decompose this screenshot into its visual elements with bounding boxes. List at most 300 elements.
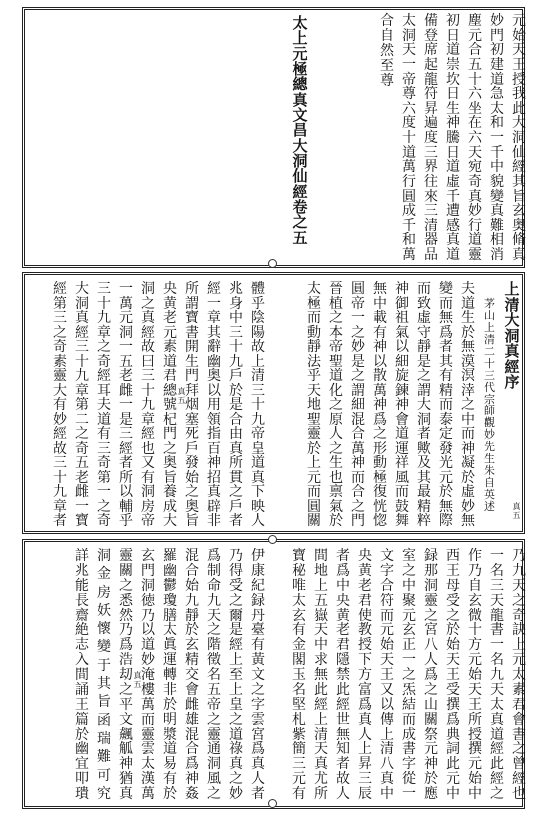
glyph: 姦 bbox=[185, 786, 199, 802]
glyph: 九 bbox=[185, 592, 199, 609]
glyph: 之 bbox=[402, 562, 416, 579]
text-column bbox=[393, 282, 411, 528]
glyph: 絶 bbox=[75, 622, 89, 639]
glyph: 而 bbox=[461, 426, 475, 442]
glyph: 明 bbox=[163, 711, 177, 728]
glyph: 山 bbox=[424, 696, 438, 713]
glyph: 妙 bbox=[141, 652, 155, 669]
glyph: 故 bbox=[336, 771, 350, 788]
text-column bbox=[459, 282, 477, 528]
glyph: 第 bbox=[53, 295, 67, 312]
glyph: 道 bbox=[163, 353, 177, 370]
glyph: 十 bbox=[402, 130, 416, 146]
glyph: 爲 bbox=[207, 548, 221, 564]
glyph: 雌 bbox=[75, 484, 89, 500]
glyph: 元 bbox=[292, 771, 306, 788]
glyph: 九 bbox=[229, 353, 243, 370]
glyph: 瓊 bbox=[163, 592, 177, 609]
glyph: 仙 bbox=[512, 144, 526, 161]
glyph: 道 bbox=[251, 455, 265, 471]
glyph: 成 bbox=[402, 203, 416, 220]
glyph: 字 bbox=[380, 562, 394, 579]
glyph: 旨 bbox=[97, 694, 111, 711]
glyph: 有 bbox=[97, 426, 111, 442]
glyph: 也 bbox=[512, 786, 526, 802]
glyph: 代 bbox=[484, 380, 495, 394]
glyph: 真 bbox=[75, 310, 89, 326]
glyph: 細 bbox=[351, 397, 365, 413]
glyph: 乃 bbox=[468, 562, 482, 579]
glyph: 靈 bbox=[424, 592, 438, 609]
glyph: 平 bbox=[119, 696, 133, 713]
glyph: 中 bbox=[229, 310, 243, 326]
glyph: 極 bbox=[307, 295, 321, 312]
glyph: 素 bbox=[163, 339, 177, 355]
glyph: 至 bbox=[380, 58, 394, 74]
glyph: 經 bbox=[229, 637, 243, 654]
glyph: 道 bbox=[446, 159, 460, 176]
glyph: 之 bbox=[424, 607, 438, 624]
glyph: 章 bbox=[97, 324, 111, 341]
glyph: 三 bbox=[119, 426, 133, 442]
glyph: 老 bbox=[163, 310, 177, 326]
text-column bbox=[227, 282, 245, 528]
glyph: 所 bbox=[468, 711, 482, 728]
glyph: 奇 bbox=[97, 455, 111, 471]
glyph: 凝 bbox=[461, 455, 475, 471]
glyph: 元 bbox=[424, 741, 438, 758]
glyph: 度 bbox=[424, 130, 438, 146]
glyph: 洞 bbox=[141, 281, 155, 297]
glyph: 虛 bbox=[446, 173, 460, 190]
glyph: 合 bbox=[185, 562, 199, 579]
glyph: 洞 bbox=[119, 324, 133, 341]
glyph: 所 bbox=[119, 469, 133, 486]
fold-circle-top bbox=[268, 259, 277, 268]
glyph: 人 bbox=[358, 726, 372, 743]
glyph: 無 bbox=[314, 667, 328, 683]
glyph: 難 bbox=[97, 749, 111, 766]
glyph: 名 bbox=[490, 652, 504, 669]
glyph: 靈 bbox=[53, 368, 67, 384]
glyph: 復 bbox=[373, 484, 387, 500]
glyph: 五 bbox=[75, 455, 89, 471]
glyph: 祖 bbox=[395, 310, 409, 326]
glyph: 龍 bbox=[490, 607, 504, 624]
glyph: 九 bbox=[75, 368, 89, 384]
glyph: 精 bbox=[185, 652, 199, 669]
glyph: 鼓 bbox=[395, 498, 409, 515]
glyph: 長 bbox=[75, 592, 89, 609]
glyph: 成 bbox=[163, 498, 177, 515]
glyph: 往 bbox=[424, 173, 438, 190]
glyph: 先 bbox=[484, 440, 495, 454]
glyph: 文 bbox=[380, 548, 394, 564]
glyph: 那 bbox=[424, 562, 438, 579]
glyph: 極 bbox=[292, 60, 308, 79]
glyph: 洞 bbox=[97, 548, 111, 564]
glyph: 洞 bbox=[292, 152, 308, 171]
glyph: 人 bbox=[251, 513, 265, 529]
glyph: 經 bbox=[336, 696, 350, 713]
glyph: 行 bbox=[402, 173, 416, 190]
glyph: 靈 bbox=[307, 426, 321, 442]
glyph: 細 bbox=[395, 353, 409, 370]
glyph: 變 bbox=[490, 188, 504, 205]
glyph: 之 bbox=[207, 786, 221, 802]
glyph: 詞 bbox=[446, 741, 460, 758]
glyph: 朱 bbox=[484, 464, 495, 478]
glyph: 歟 bbox=[417, 440, 431, 457]
glyph: 中 bbox=[402, 577, 416, 594]
glyph: 素 bbox=[512, 681, 526, 698]
glyph: 中 bbox=[446, 786, 460, 802]
glyph: 中 bbox=[336, 577, 350, 594]
text-column bbox=[510, 14, 528, 262]
glyph: 精 bbox=[439, 382, 453, 399]
glyph: 漠 bbox=[461, 353, 475, 370]
glyph: 氣 bbox=[329, 498, 343, 515]
glyph: 世 bbox=[336, 711, 350, 728]
text-column bbox=[249, 549, 267, 801]
glyph: 雲 bbox=[251, 711, 265, 728]
glyph: 天 bbox=[446, 652, 460, 669]
glyph: 戶 bbox=[229, 368, 243, 384]
glyph: 坎 bbox=[446, 71, 460, 88]
glyph: 之 bbox=[512, 741, 526, 758]
glyph: 本 bbox=[329, 324, 343, 341]
glyph: 王 bbox=[468, 696, 482, 713]
glyph: 玉 bbox=[292, 667, 306, 683]
glyph: 上 bbox=[314, 577, 328, 594]
glyph: 於 bbox=[163, 786, 177, 802]
glyph: 一 bbox=[119, 339, 133, 355]
glyph: 尤 bbox=[314, 771, 328, 788]
text-column bbox=[183, 549, 201, 801]
glyph: 萬 bbox=[402, 159, 416, 176]
text-column bbox=[305, 282, 323, 528]
glyph: 化 bbox=[329, 382, 343, 399]
glyph: 合 bbox=[380, 577, 394, 594]
glyph: 中 bbox=[380, 786, 394, 802]
glyph: 五 bbox=[207, 681, 221, 698]
glyph: 之 bbox=[229, 771, 243, 788]
glyph: 爲 bbox=[119, 637, 133, 654]
glyph: 上 bbox=[504, 280, 520, 298]
text-column bbox=[488, 14, 506, 262]
glyph: 乎 bbox=[251, 295, 265, 312]
glyph: 乃 bbox=[229, 548, 243, 564]
glyph: 陽 bbox=[251, 324, 265, 341]
glyph: 之 bbox=[207, 622, 221, 639]
glyph: 央 bbox=[163, 281, 177, 297]
glyph: 坐 bbox=[468, 100, 482, 117]
glyph: 黄 bbox=[336, 607, 350, 624]
glyph: 乃 bbox=[512, 548, 526, 564]
text-column bbox=[444, 549, 462, 801]
glyph: 混 bbox=[351, 411, 365, 428]
glyph: 是 bbox=[417, 353, 431, 370]
glyph: 妙 bbox=[461, 498, 475, 515]
glyph: 黃 bbox=[251, 652, 265, 669]
glyph: 曾 bbox=[512, 756, 526, 773]
glyph: 三 bbox=[490, 577, 504, 594]
glyph: 篇 bbox=[75, 711, 89, 728]
glyph: 二 bbox=[75, 411, 89, 428]
glyph: 門 bbox=[351, 513, 365, 529]
glyph: 關 bbox=[307, 513, 321, 529]
glyph: 道 bbox=[395, 426, 409, 442]
glyph: 自 bbox=[484, 476, 495, 490]
glyph: 十 bbox=[75, 353, 89, 370]
glyph: 一 bbox=[490, 548, 504, 564]
glyph: 授 bbox=[358, 637, 372, 654]
glyph: 奥 bbox=[185, 498, 199, 515]
glyph: 天 bbox=[307, 382, 321, 399]
glyph: 奇 bbox=[512, 607, 526, 624]
glyph: 書 bbox=[490, 622, 504, 639]
glyph: 五 bbox=[119, 353, 133, 370]
glyph: 觚 bbox=[119, 741, 133, 758]
text-column bbox=[51, 282, 69, 528]
glyph: 八 bbox=[380, 756, 394, 773]
glyph: 相 bbox=[490, 232, 504, 249]
glyph: 關 bbox=[119, 562, 133, 579]
glyph: 之 bbox=[512, 592, 526, 609]
text-column bbox=[290, 549, 308, 801]
glyph: 合 bbox=[351, 426, 365, 442]
glyph: 王 bbox=[380, 667, 394, 683]
glyph: 粹 bbox=[417, 513, 431, 529]
glyph: 六 bbox=[402, 100, 416, 117]
text-column bbox=[510, 549, 528, 801]
glyph: 悉 bbox=[119, 592, 133, 609]
text-column bbox=[444, 14, 462, 262]
glyph: 書 bbox=[512, 726, 526, 743]
glyph: 圓 bbox=[351, 281, 365, 297]
glyph: 涬 bbox=[461, 382, 475, 399]
glyph: 經 bbox=[490, 771, 504, 788]
glyph: 之 bbox=[97, 498, 111, 515]
glyph: 然 bbox=[119, 607, 133, 624]
glyph: 自 bbox=[468, 577, 482, 594]
glyph: 建 bbox=[490, 56, 504, 73]
glyph: 其 bbox=[97, 676, 111, 693]
glyph: 辟 bbox=[207, 498, 221, 515]
glyph: 身 bbox=[229, 295, 243, 312]
glyph: 元 bbox=[468, 27, 482, 44]
glyph: 三 bbox=[53, 310, 67, 326]
glyph: 運 bbox=[163, 652, 177, 669]
glyph: 命 bbox=[207, 577, 221, 594]
glyph: 道 bbox=[402, 144, 416, 161]
glyph: 帝 bbox=[251, 426, 265, 442]
glyph: 真 bbox=[177, 387, 186, 396]
glyph: 清 bbox=[484, 332, 495, 346]
text-column bbox=[422, 549, 440, 801]
glyph: 百 bbox=[207, 440, 221, 457]
glyph: 而 bbox=[307, 310, 321, 326]
glyph: 至 bbox=[229, 667, 243, 683]
glyph: 我 bbox=[512, 86, 526, 103]
glyph: 難 bbox=[490, 217, 504, 234]
glyph: 上 bbox=[314, 711, 328, 728]
glyph: 玄 bbox=[141, 548, 155, 564]
glyph: 致 bbox=[417, 295, 431, 312]
glyph: 急 bbox=[490, 86, 504, 103]
glyph: 真 bbox=[251, 756, 265, 773]
glyph: 妙 bbox=[53, 411, 67, 428]
glyph: 始 bbox=[446, 637, 460, 654]
glyph: 英 bbox=[484, 488, 495, 501]
glyph: 真 bbox=[229, 440, 243, 457]
glyph: 詳 bbox=[75, 548, 89, 564]
glyph: 上 bbox=[358, 741, 372, 758]
glyph: 大 bbox=[292, 136, 308, 155]
glyph: 一 bbox=[490, 637, 504, 654]
glyph: 清 bbox=[380, 741, 394, 758]
preface-title bbox=[503, 282, 521, 390]
glyph: 三 bbox=[53, 455, 67, 471]
author-line bbox=[483, 298, 496, 512]
glyph: 靜 bbox=[417, 339, 431, 355]
glyph: 字 bbox=[402, 756, 416, 773]
glyph: 淹 bbox=[141, 667, 155, 683]
glyph: 一 bbox=[351, 310, 365, 326]
glyph: 九 bbox=[207, 592, 221, 609]
glyph: 昌 bbox=[292, 121, 308, 140]
glyph: 號 bbox=[163, 397, 177, 413]
glyph: 真 bbox=[292, 90, 308, 109]
glyph: 也 bbox=[329, 469, 343, 486]
glyph: 文 bbox=[251, 667, 265, 683]
glyph: 起 bbox=[424, 56, 438, 73]
glyph: 第 bbox=[97, 469, 111, 486]
glyph: 於 bbox=[424, 771, 438, 788]
glyph: 合 bbox=[351, 484, 365, 500]
glyph: 房 bbox=[141, 498, 155, 515]
glyph: 秘 bbox=[292, 562, 306, 579]
glyph: 九 bbox=[512, 562, 526, 579]
glyph: 始 bbox=[512, 27, 526, 44]
glyph: 陰 bbox=[251, 310, 265, 326]
glyph: 九 bbox=[141, 397, 155, 413]
glyph: 微 bbox=[468, 607, 482, 624]
glyph: 之 bbox=[446, 607, 460, 624]
glyph: 一 bbox=[75, 498, 89, 515]
glyph: 養 bbox=[163, 484, 177, 500]
glyph: 求 bbox=[314, 652, 328, 669]
glyph: 生 bbox=[461, 310, 475, 326]
glyph: 和 bbox=[402, 232, 416, 249]
glyph: 聖 bbox=[307, 411, 321, 428]
glyph: 於 bbox=[439, 484, 453, 500]
glyph: 道 bbox=[461, 295, 475, 312]
glyph: 中 bbox=[490, 159, 504, 176]
glyph: 經 bbox=[292, 182, 308, 201]
glyph: 地 bbox=[307, 397, 321, 413]
glyph: 謂 bbox=[185, 295, 199, 312]
glyph: 得 bbox=[229, 562, 243, 579]
glyph: 千 bbox=[490, 144, 504, 161]
glyph: 植 bbox=[329, 295, 343, 312]
glyph: 帝 bbox=[402, 71, 416, 88]
glyph: 之 bbox=[329, 397, 343, 413]
glyph: 乃 bbox=[141, 607, 155, 624]
glyph: 自 bbox=[380, 28, 394, 44]
glyph: 兆 bbox=[75, 562, 89, 579]
glyph: 法 bbox=[307, 353, 321, 370]
glyph: 有 bbox=[373, 324, 387, 341]
glyph: 日 bbox=[446, 86, 460, 103]
glyph: 真 bbox=[133, 671, 142, 680]
glyph: 五 bbox=[314, 592, 328, 609]
glyph: 下 bbox=[251, 484, 265, 500]
glyph: 撰 bbox=[446, 696, 460, 713]
glyph: 玄 bbox=[468, 592, 482, 609]
text-column bbox=[400, 14, 418, 262]
glyph: 之 bbox=[97, 339, 111, 355]
glyph: 真 bbox=[504, 342, 520, 360]
glyph: 道 bbox=[490, 726, 504, 743]
glyph: 人 bbox=[336, 786, 350, 802]
glyph: 元 bbox=[446, 771, 460, 788]
glyph: 又 bbox=[380, 681, 394, 698]
glyph: 之 bbox=[75, 426, 89, 442]
glyph: 老 bbox=[336, 622, 350, 639]
glyph: 天 bbox=[314, 741, 328, 758]
glyph: 之 bbox=[141, 295, 155, 312]
text-column bbox=[378, 14, 396, 88]
glyph: 浩 bbox=[119, 652, 133, 669]
glyph: 帝 bbox=[329, 339, 343, 355]
glyph: 三 bbox=[229, 324, 243, 341]
glyph: 禁 bbox=[336, 667, 350, 683]
glyph: 最 bbox=[417, 484, 431, 500]
glyph: 真 bbox=[380, 771, 394, 788]
glyph: 故 bbox=[251, 339, 265, 355]
glyph: 炁 bbox=[402, 681, 416, 698]
glyph: 方 bbox=[358, 667, 372, 683]
glyph: 合 bbox=[229, 411, 243, 428]
glyph: 夫 bbox=[461, 281, 475, 297]
glyph: 圓 bbox=[307, 498, 321, 515]
glyph: 日 bbox=[446, 27, 460, 44]
text-column bbox=[73, 282, 91, 528]
glyph: 烟 bbox=[185, 397, 199, 413]
glyph: 大 bbox=[75, 281, 89, 297]
glyph: 是 bbox=[229, 397, 243, 413]
glyph: 上 bbox=[380, 726, 394, 743]
glyph: 真 bbox=[512, 247, 526, 263]
glyph: 真 bbox=[358, 711, 372, 728]
glyph: 經 bbox=[141, 426, 155, 442]
glyph: 貫 bbox=[229, 469, 243, 486]
glyph: 宮 bbox=[424, 622, 438, 639]
glyph: 光 bbox=[439, 455, 453, 471]
glyph: 合 bbox=[185, 741, 199, 758]
glyph: 也 bbox=[141, 440, 155, 457]
glyph: 函 bbox=[97, 712, 111, 729]
glyph: 真 bbox=[314, 756, 328, 773]
glyph: 幽 bbox=[207, 353, 221, 370]
glyph: 奥 bbox=[207, 368, 221, 384]
glyph: 靈 bbox=[141, 726, 155, 743]
glyph: 之 bbox=[373, 426, 387, 442]
glyph: 君 bbox=[163, 368, 177, 384]
glyph: 之 bbox=[53, 324, 67, 341]
glyph: 元 bbox=[468, 756, 482, 773]
